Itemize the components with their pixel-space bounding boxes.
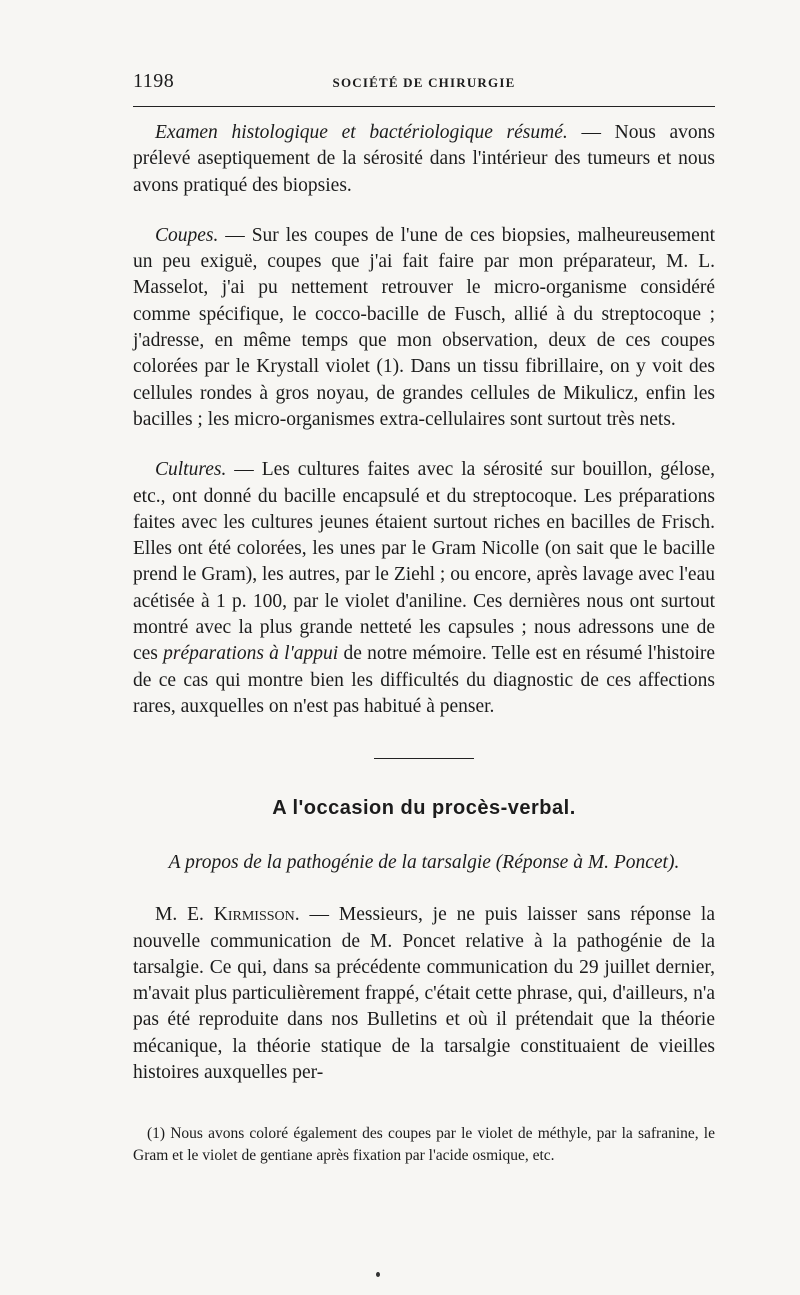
speaker-name: Kirmisson [213,904,295,926]
paragraph-cultures [133,457,715,720]
section-divider [374,758,474,759]
footnote: (1) Nous avons coloré également des coupes par le violet de méthyle, par la safranine, le Gram et le violet de gentiane après fixation par l'acide osmique, etc. [133,1125,715,1164]
running-head: SOCIÉTÉ DE CHIRURGIE [332,75,516,90]
paragraph-coupes-text: — Sur les coupes de l'une de ces biopsies, malheureusement un peu exiguë, coupes que j'ai fait faire par mon préparateur, M. L. Masselot, j'ai pu nettement retrouver le micro-organisme considéré comme spécifique, le cocco-bacille de Fusch, allié à du streptocoque ; j'adresse, en même temps que mon observation, deux de ces coupes colorées par le Krystall violet (1). Dans un tissu fibrillaire, on y voit des cellules rondes à gros noyau, de grandes cellules de Mikulicz, enfin les bacilles ; les micro-organismes extra-cellulaires sont surtout très nets. [133,224,715,430]
header-rule [133,106,715,107]
paragraph-examen-text: — Nous avons prélevé aseptiquement de la sérosité dans l'intérieur des tumeurs et nous avons pratiqué des biopsies. [133,122,715,196]
print-speck [376,1272,380,1277]
paragraph-cultures-heading: Cultures. [155,459,227,481]
paragraph-kirmisson [133,902,715,1086]
section-subtitle-part-c: ). [667,852,680,874]
paragraph-coupes [133,223,715,433]
section-subtitle-part-b: Réponse à M. Poncet [502,852,668,874]
paragraph-cultures-italic-phrase: préparations à l'appui [163,643,339,665]
section-title: A l'occasion du procès-verbal. [272,797,576,820]
speech-text: . — Messieurs, je ne puis laisser sans réponse la nouvelle communication de M. Poncet relative à la pathogénie de la tarsalgie. Ce qui, dans sa précédente communication du 29 juillet dernier, m'avait plus particulièrement frappé, c'était cette phrase, qui, d'ailleurs, n'a pas été reproduite dans nos Bulletins et où il prétendait que la théorie mécanique, la théorie statique de la tarsalgie constituaient de vieilles histoires auxquelles per- [133,904,715,1084]
paragraph-cultures-text-1: — Les cultures faites avec la sérosité sur bouillon, gélose, etc., ont donné du bacille encapsulé et du streptocoque. Les préparations faites avec les cultures jeunes étaient surtout riches en bacilles de Frisch. Elles ont été colorées, les unes par le Gram Nicolle (on sait que le bacille prend le Gram), les autres, par le Ziehl ; ou encore, après lavage avec l'eau acétisée à 1 p. 100, par le violet d'aniline. Ces dernières nous ont surtout montré avec la plus grande netteté les capsules ; nous adressons une de ces [133,459,715,665]
page-header [133,70,715,96]
page-number: 1198 [133,70,175,92]
paragraph-examen-heading: Examen histologique et bactériologique résumé. [155,122,568,143]
section-subtitle [133,850,715,876]
paragraph-examen [133,120,715,199]
paragraph-coupes-heading: Coupes. [155,224,219,246]
section-subtitle-part-a: A propos de la pathogénie de la tarsalgie ( [168,852,503,874]
body-text [133,120,715,1086]
paragraph-cultures-text-2: de notre mémoire. Telle est en résumé l'histoire de ce cas qui montre bien les difficultés du diagnostic de ces affections rares, auxquelles on n'est pas habitué à penser. [133,643,716,717]
speaker-prefix: M. E. [155,904,214,926]
